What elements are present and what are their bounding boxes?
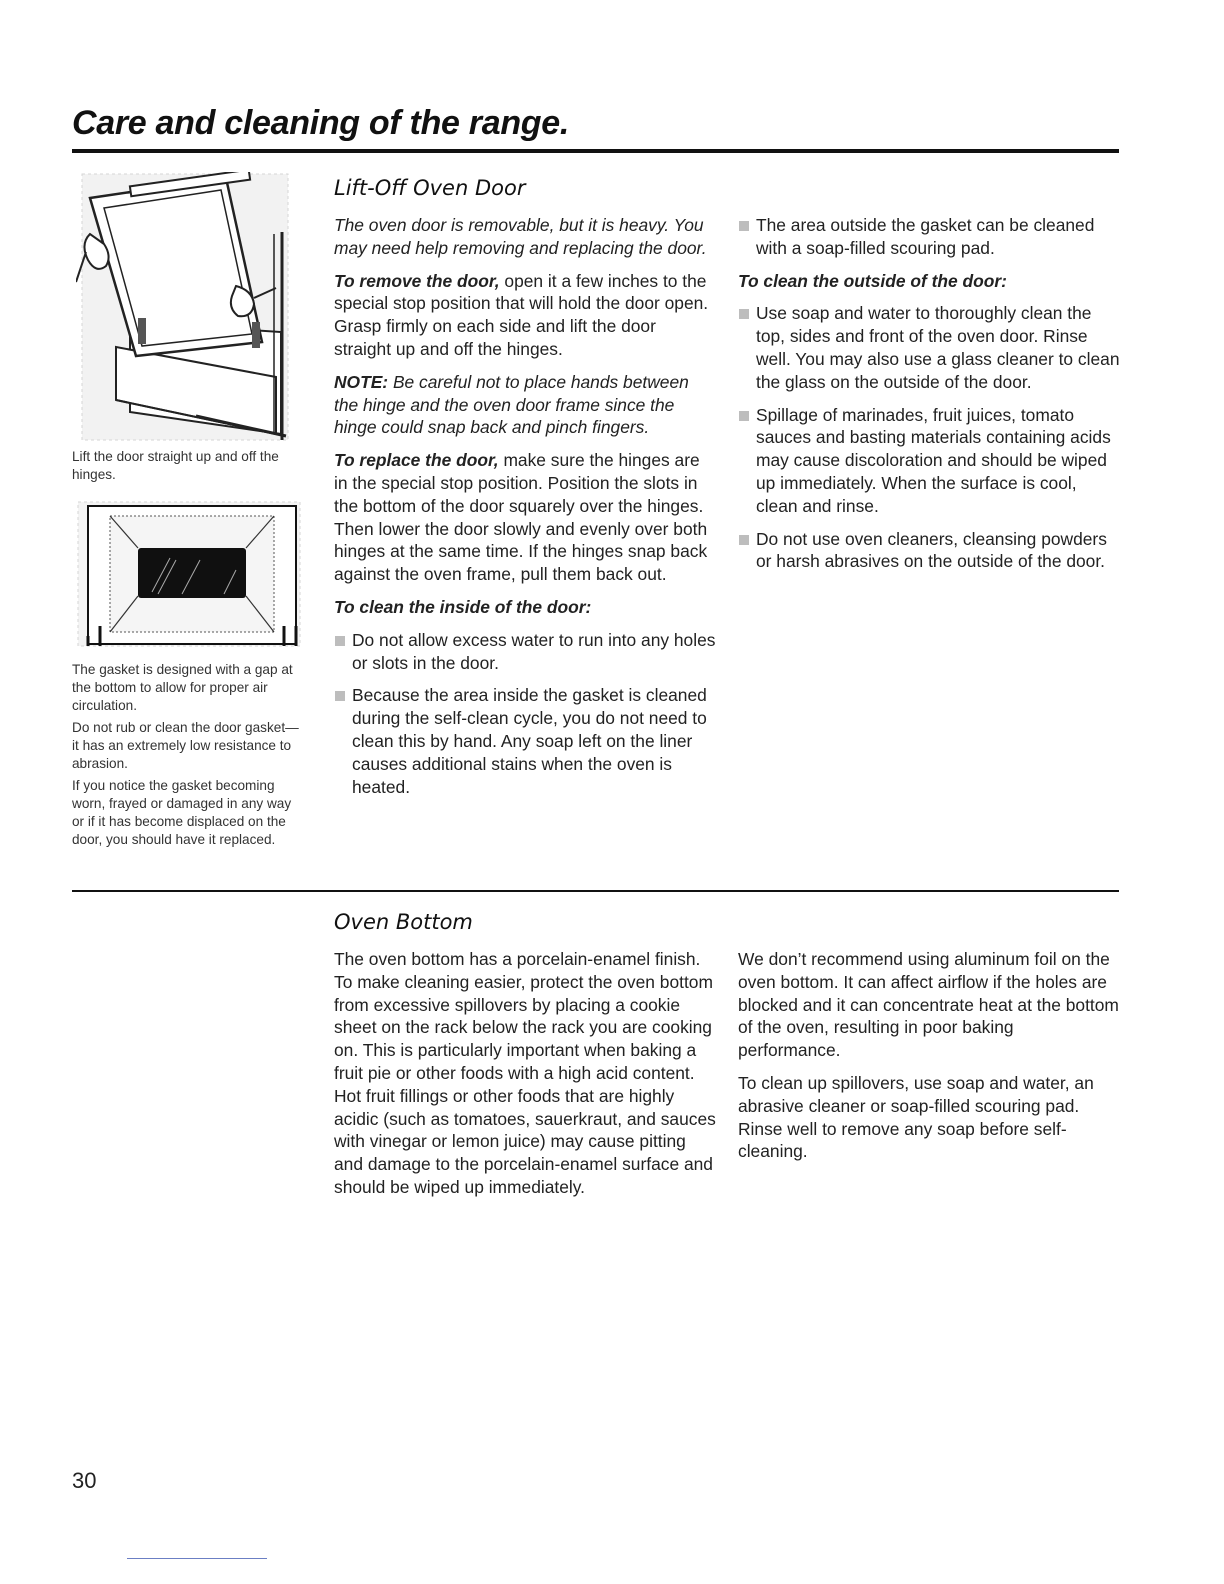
oven-bottom-paragraph: We don’t recommend using aluminum foil on the oven bottom. It can affect airflow if the holes are blocked and it can concentrate heat at the bottom of the oven, resulting in poor baking performance.	[738, 949, 1119, 1061]
outside-door-column	[738, 214, 1120, 583]
list-item	[738, 528, 1120, 574]
oven-bottom-left-column	[334, 948, 716, 1209]
outside-door-heading: To clean the outside of the door:	[738, 270, 1007, 291]
replace-door-lead: To replace the door,	[334, 450, 499, 471]
replace-door-paragraph	[334, 449, 716, 586]
remove-door-lead: To remove the door,	[334, 270, 500, 291]
gasket-caption: The gasket is designed with a gap at the bottom to allow for proper air circulation.	[72, 662, 293, 713]
bullet-text: Spillage of marinades, fruit juices, tomato sauces and basting materials containing acids may cause discoloration and should be wiped up immediately. When the surface is cool, clean and rinse.	[756, 404, 1111, 516]
bullet-text: Because the area inside the gasket is cleaned during the self-clean cycle, you do not need to clean this by hand. Any soap left on the liner causes additional stains when the oven is heated.	[352, 685, 707, 797]
title-rule	[72, 149, 1119, 153]
oven-bottom-heading: Oven Bottom	[334, 910, 473, 934]
note-text: Be careful not to place hands between the hinge and the oven door frame since the hinge could snap back and pinch fingers.	[334, 371, 689, 438]
bullet-icon	[739, 535, 749, 545]
bullet-text: Do not allow excess water to run into any holes or slots in the door.	[352, 629, 716, 673]
remove-door-paragraph	[334, 270, 716, 361]
gasket-caption: If you notice the gasket becoming worn, frayed or damaged in any way or if it has become displaced on the door, you should have it replaced.	[72, 778, 292, 847]
lift-off-heading: Lift-Off Oven Door	[334, 176, 526, 200]
gasket-caption: Do not rub or clean the door gasket— it has an extremely low resistance to abrasion.	[72, 720, 299, 771]
intro-text: The oven door is removable, but it is heavy. You may need help removing and replacing the door.	[334, 215, 707, 258]
replace-door-text: make sure the hinges are in the special stop position. Position the slots in the bottom of the door squarely over the hinges. Then lower the door slowly and evenly over both hinges at the same time. If the hinges snap back against the oven frame, pull them back out.	[334, 450, 708, 585]
inside-door-heading: To clean the inside of the door:	[334, 596, 592, 617]
list-item	[738, 404, 1120, 518]
section-divider	[72, 890, 1119, 892]
bullet-icon	[739, 221, 749, 231]
door-removal-illustration	[76, 172, 298, 444]
gasket-caption-group	[72, 661, 304, 853]
remove-door-text: open it a few inches to the special stop position that will hold the door open. Grasp firmly on each side and lift the door straight up and off the hinges.	[334, 270, 709, 359]
note-lead: NOTE:	[334, 371, 389, 392]
list-item	[334, 684, 716, 798]
oven-bottom-paragraph: To clean up spillovers, use soap and water, an abrasive cleaner or soap-filled scouring pad. Rinse well to remove any soap before self-cleaning.	[738, 1072, 1094, 1162]
figure-caption-lift: Lift the door straight up and off the hinges.	[72, 449, 279, 482]
list-item	[738, 214, 1120, 260]
bullet-text: The area outside the gasket can be cleaned with a soap-filled scouring pad.	[756, 215, 1095, 258]
bullet-icon	[335, 636, 345, 646]
bullet-icon	[335, 691, 345, 701]
page-title: Care and cleaning of the range.	[72, 104, 570, 142]
bullet-text: Do not use oven cleaners, cleansing powders or harsh abrasives on the outside of the door.	[756, 528, 1107, 572]
oven-bottom-right-column	[738, 948, 1120, 1173]
oven-gasket-illustration	[76, 500, 302, 648]
bullet-icon	[739, 411, 749, 421]
bullet-text: Use soap and water to thoroughly clean the top, sides and front of the oven door. Rinse well. You may also use a glass cleaner to clean the glass on the outside of the door.	[756, 303, 1120, 392]
oven-bottom-paragraph: The oven bottom has a porcelain-enamel finish. To make cleaning easier, protect the oven bottom from excessive spillovers by placing a cookie sheet on the rack below the rack you are cooking on. This is particularly important when baking a fruit pie or other foods with a high acid content. Hot fruit fillings or other foods that are highly acidic (such as tomatoes, sauerkraut, and sauces with vinegar or lemon juice) may cause pitting and damage to the porcelain-enamel surface and should be wiped up immediately.	[334, 949, 716, 1197]
lift-off-column	[334, 214, 716, 808]
list-item	[334, 629, 716, 675]
list-item	[738, 302, 1120, 393]
bullet-icon	[739, 309, 749, 319]
page-number: 30	[72, 1468, 97, 1493]
note-paragraph	[334, 371, 716, 439]
footer-line	[127, 1558, 267, 1559]
